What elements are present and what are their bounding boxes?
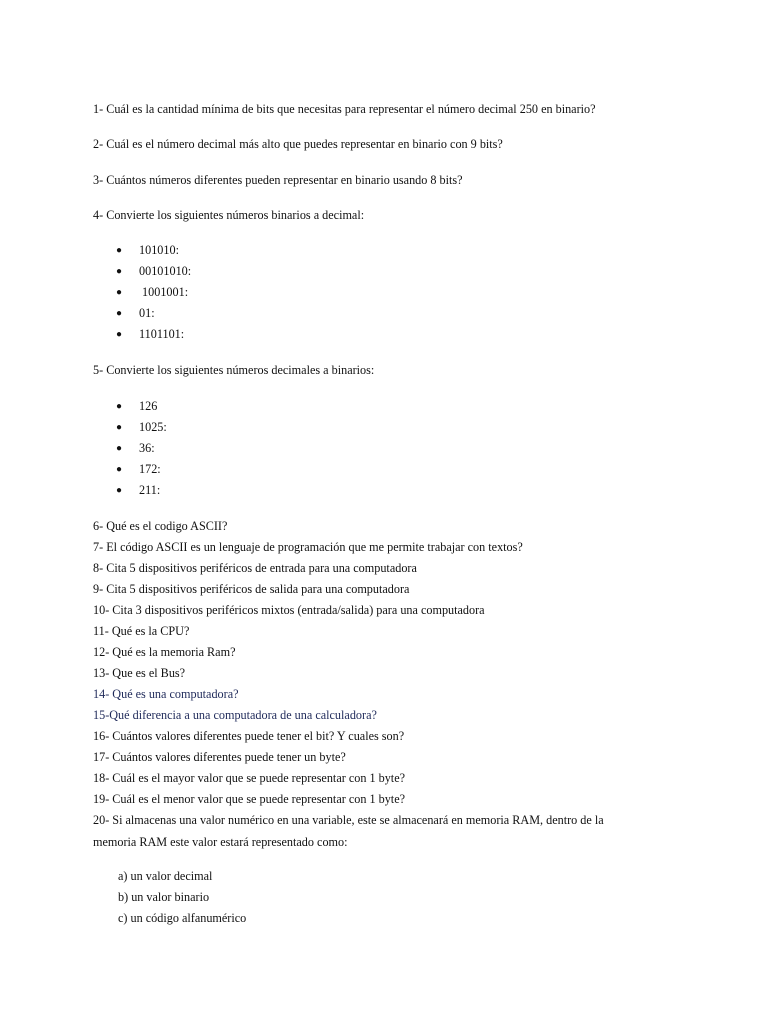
question-20-continued: memoria RAM este valor estará representado como: [93, 835, 348, 849]
bullet-icon: ● [116, 287, 123, 298]
question-11: 11- Qué es la CPU? [93, 624, 190, 638]
question-15: 15-Qué diferencia a una computadora de una calculadora? [93, 708, 377, 722]
list-item: 172: [139, 462, 161, 476]
question-16: 16- Cuántos valores diferentes puede tener el bit? Y cuales son? [93, 729, 405, 743]
question-13: 13- Que es el Bus? [93, 666, 186, 680]
question-17: 17- Cuántos valores diferentes puede tener un byte? [93, 750, 346, 764]
option-a: a) un valor decimal [118, 869, 213, 883]
bullet-icon: ● [116, 266, 123, 277]
bullet-icon: ● [116, 329, 123, 340]
question-4: 4- Convierte los siguientes números binarios a decimal: [93, 208, 365, 222]
question-19: 19- Cuál es el menor valor que se puede representar con 1 byte? [93, 792, 406, 806]
question-18: 18- Cuál es el mayor valor que se puede representar con 1 byte? [93, 771, 406, 785]
question-8: 8- Cita 5 dispositivos periféricos de entrada para una computadora [93, 561, 417, 575]
question-12: 12- Qué es la memoria Ram? [93, 645, 236, 659]
list-item: 36: [139, 441, 155, 455]
list-item: 1001001: [139, 285, 189, 299]
list-item: 1025: [139, 420, 167, 434]
list-item: 101010: [139, 243, 179, 257]
bullet-icon: ● [116, 245, 123, 256]
question-1: 1- Cuál es la cantidad mínima de bits que necesitas para representar el número decimal 250 en binario? [93, 102, 596, 116]
question-5: 5- Convierte los siguientes números decimales a binarios: [93, 363, 375, 377]
option-b: b) un valor binario [118, 890, 210, 904]
question-14: 14- Qué es una computadora? [93, 687, 239, 701]
question-6: 6- Qué es el codigo ASCII? [93, 519, 228, 533]
list-item: 1101101: [139, 327, 185, 341]
question-3: 3- Cuántos números diferentes pueden representar en binario usando 8 bits? [93, 173, 463, 187]
bullet-icon: ● [116, 485, 123, 496]
question-20: 20- Si almacenas una valor numérico en una variable, este se almacenará en memoria RAM, dentro de la [93, 813, 604, 827]
list-item: 00101010: [139, 264, 192, 278]
question-2: 2- Cuál es el número decimal más alto que puedes representar en binario con 9 bits? [93, 137, 503, 151]
bullet-icon: ● [116, 443, 123, 454]
bullet-icon: ● [116, 308, 123, 319]
list-item: 126 [139, 399, 158, 413]
question-10: 10- Cita 3 dispositivos periféricos mixtos (entrada/salida) para una computadora [93, 603, 485, 617]
option-c: c) un código alfanumérico [118, 911, 247, 925]
bullet-icon: ● [116, 422, 123, 433]
question-7: 7- El código ASCII es un lenguaje de programación que me permite trabajar con textos? [93, 540, 523, 554]
list-item: 211: [139, 483, 161, 497]
bullet-icon: ● [116, 401, 123, 412]
bullet-icon: ● [116, 464, 123, 475]
list-item: 01: [139, 306, 155, 320]
question-9: 9- Cita 5 dispositivos periféricos de salida para una computadora [93, 582, 410, 596]
